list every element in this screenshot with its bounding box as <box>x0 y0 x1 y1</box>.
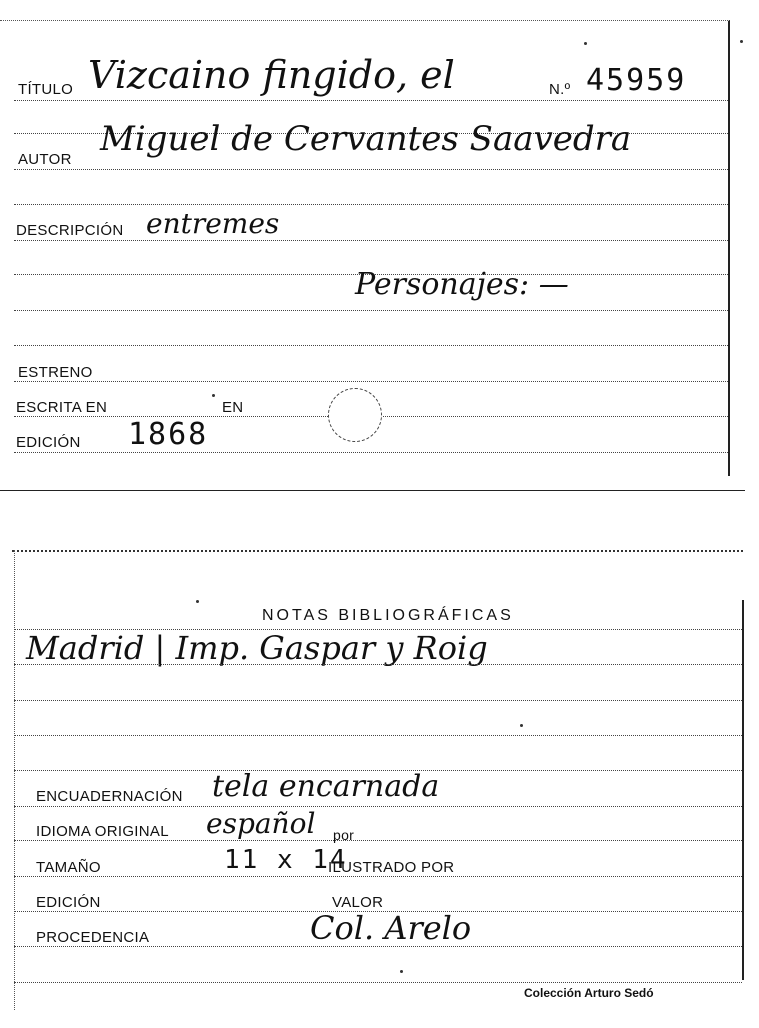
rule-line <box>14 310 728 311</box>
titulo-value: Vizcaino fingido, el <box>88 53 455 97</box>
por-label: por <box>333 827 355 843</box>
estreno-label: ESTRENO <box>18 364 93 381</box>
autor-value: Miguel de Cervantes Saavedra <box>100 119 632 159</box>
rule-line <box>14 664 742 665</box>
rule-line <box>14 100 728 101</box>
ilustrado-label: ILUSTRADO POR <box>328 859 455 876</box>
rule-line <box>14 169 728 170</box>
speck <box>520 724 523 727</box>
card-bottom-edge <box>0 490 745 491</box>
speck <box>196 600 199 603</box>
notas-heading: NOTAS BIBLIOGRÁFICAS <box>262 607 514 624</box>
idioma-value: español <box>206 807 316 840</box>
rule-line <box>14 381 728 382</box>
rule-line <box>14 700 742 701</box>
titulo-label: TÍTULO <box>18 81 74 98</box>
numero-label: N.º <box>549 81 571 98</box>
rule-line <box>14 806 742 807</box>
notas-value: Madrid | Imp. Gaspar y Roig <box>26 629 488 667</box>
punch-hole <box>328 388 382 442</box>
procedencia-label: PROCEDENCIA <box>36 929 150 946</box>
speck <box>584 42 587 45</box>
speck <box>400 970 403 973</box>
numero-value: 45959 <box>586 63 687 98</box>
procedencia-value: Col. Arelo <box>310 909 472 947</box>
rule-line <box>14 982 742 983</box>
idioma-label: IDIOMA ORIGINAL <box>36 823 169 840</box>
speck <box>740 40 743 43</box>
rule-line <box>14 876 742 877</box>
edicion-value: 1868 <box>128 417 209 452</box>
card-left-edge <box>14 550 15 1010</box>
edicion-label: EDICIÓN <box>36 894 101 911</box>
catalog-card-bottom <box>0 540 759 1010</box>
tamano-value: 11 x 14 <box>224 845 348 875</box>
rule-line <box>14 840 742 841</box>
rule-line <box>14 240 728 241</box>
catalog-card-top <box>0 0 759 492</box>
encuadernacion-value: tela encarnada <box>212 769 440 804</box>
edicion-label: EDICIÓN <box>16 434 81 451</box>
rule-line <box>14 345 728 346</box>
collection-footer: Colección Arturo Sedó <box>524 986 654 1000</box>
personajes-value: Personajes: — <box>355 267 569 302</box>
rule-line <box>14 452 728 453</box>
en-label: EN <box>222 399 244 416</box>
valor-label: VALOR <box>332 894 384 911</box>
card-right-edge <box>742 600 744 980</box>
descripcion-value: entremes <box>146 207 280 240</box>
encuadernacion-label: ENCUADERNACIÓN <box>36 788 183 805</box>
rule-line <box>14 204 728 205</box>
card-top-edge <box>12 550 743 552</box>
autor-label: AUTOR <box>18 151 72 168</box>
speck <box>212 394 215 397</box>
descripcion-label: DESCRIPCIÓN <box>16 222 124 239</box>
escrita-en-label: ESCRITA EN <box>16 399 108 416</box>
tamano-label: TAMAÑO <box>36 859 101 876</box>
rule-line <box>14 735 742 736</box>
